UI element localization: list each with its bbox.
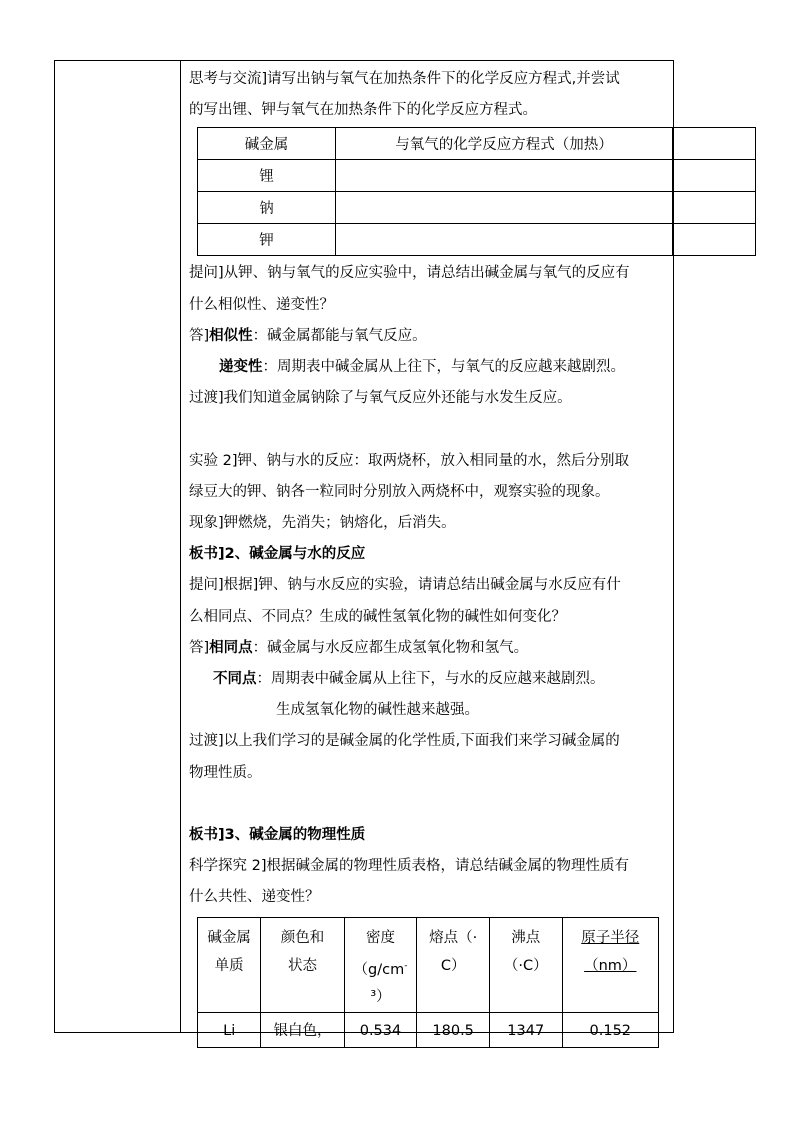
answer-same <box>189 633 671 664</box>
lesson-content <box>189 64 671 1048</box>
transition-water-line1: 过渡]以上我们学习的是碱金属的化学性质,下面我们来学习碱金属的 <box>189 733 620 750</box>
answer-prefix: 答] <box>189 639 210 656</box>
table-empty-cell <box>673 224 756 256</box>
board-heading-physical: 板书]3、碱金属的物理性质 <box>189 827 366 844</box>
diff-text: ：周期表中碱金属从上往下，与水的反应越来越剧烈。 <box>256 671 605 688</box>
header-density: 密度 （g/cm- ³） <box>344 917 417 1012</box>
header-boiling-point: 沸点 （·C） <box>489 917 562 1012</box>
question-line1: 提问]从钾、钠与氧气的反应实验中，请总结出碱金属与氧气的反应有 <box>189 265 630 282</box>
diff-label: 不同点 <box>213 671 257 688</box>
same-text: ：碱金属与水反应都生成氢氧化物和氢气。 <box>252 639 529 656</box>
same-label: 相同点 <box>209 639 253 656</box>
table-row <box>198 192 756 224</box>
table-header-cell: 碱金属 <box>198 128 336 160</box>
header-element: 碱金属 单质 <box>198 917 261 1012</box>
experiment-line1: 实验 2]钾、钠与水的反应：取两烧杯，放入相同量的水，然后分别取 <box>189 452 629 469</box>
table-empty-cell <box>336 224 673 256</box>
table-cell: 银白色， <box>261 1012 344 1047</box>
answer-diff-line2: 生成氢氧化物的碱性越来越强。 <box>276 702 479 719</box>
table-row <box>198 128 756 160</box>
transition-line: 过渡]我们知道金属钠除了与氧气反应外还能与水发生反应。 <box>189 390 572 407</box>
inquiry-line1: 科学探究 2]根据碱金属的物理性质表格，请总结碱金属的物理性质有 <box>189 858 629 875</box>
trend-label: 递变性 <box>219 359 263 376</box>
table-cell: 0.534 <box>344 1012 417 1047</box>
header-atomic-radius: 原子半径 （nm） <box>562 917 658 1012</box>
answer-prefix: 答] <box>189 327 210 344</box>
table-cell: 钠 <box>198 192 336 224</box>
similarity-label: 相似性 <box>209 327 253 344</box>
column-divider <box>180 60 181 1033</box>
table-cell: 0.152 <box>562 1012 658 1047</box>
trend-text: ：周期表中碱金属从上往下，与氧气的反应越来越剧烈。 <box>262 359 625 376</box>
inquiry-line2: 什么共性、递变性？ <box>189 889 320 906</box>
table-empty-cell <box>336 192 673 224</box>
table-cell: 180.5 <box>417 1012 490 1047</box>
physical-properties-table <box>197 917 659 1048</box>
table-empty-cell <box>336 160 673 192</box>
similarity-text: ：碱金属都能与氧气反应。 <box>252 327 427 344</box>
transition-water-line2: 物理性质。 <box>189 764 262 781</box>
table-cell: Li <box>198 1012 261 1047</box>
table-empty-cell <box>673 128 756 160</box>
table-cell: 钾 <box>198 224 336 256</box>
header-color-state: 颜色和 状态 <box>261 917 344 1012</box>
answer-diff <box>189 664 671 695</box>
question-water-line2: 么相同点、不同点？生成的碱性氢氧化物的碱性如何变化？ <box>189 608 566 625</box>
phenomenon-line: 现象]钾燃烧，先消失；钠熔化，后消失。 <box>189 515 456 532</box>
table-row <box>198 224 756 256</box>
table-empty-cell <box>673 160 756 192</box>
table-row <box>198 917 659 1012</box>
table-header-cell: 与氧气的化学反应方程式（加热） <box>336 128 673 160</box>
experiment-line2: 绿豆大的钾、钠各一粒同时分别放入两烧杯中，观察实验的现象。 <box>189 483 610 500</box>
table-empty-cell <box>673 192 756 224</box>
board-heading-water: 板书]2、碱金属与水的反应 <box>189 546 366 563</box>
answer-similarity <box>189 321 671 352</box>
answer-trend <box>189 352 671 383</box>
table-row <box>198 160 756 192</box>
oxygen-reaction-table <box>197 127 756 256</box>
think-exchange-line2: 的写出锂、钾与氧气在加热条件下的化学反应方程式。 <box>189 102 537 119</box>
question-water-line1: 提问]根据]钾、钠与水反应的实验，请请总结出碱金属与水反应有什 <box>189 577 621 594</box>
table-cell: 锂 <box>198 160 336 192</box>
header-melting-point: 熔点（· C） <box>417 917 490 1012</box>
table-row <box>198 1012 659 1047</box>
table-cell: 1347 <box>489 1012 562 1047</box>
think-exchange-line1: 思考与交流]请写出钠与氧气在加热条件下的化学反应方程式,并尝试 <box>189 71 620 87</box>
question-line2: 什么相似性、递变性？ <box>189 296 334 313</box>
